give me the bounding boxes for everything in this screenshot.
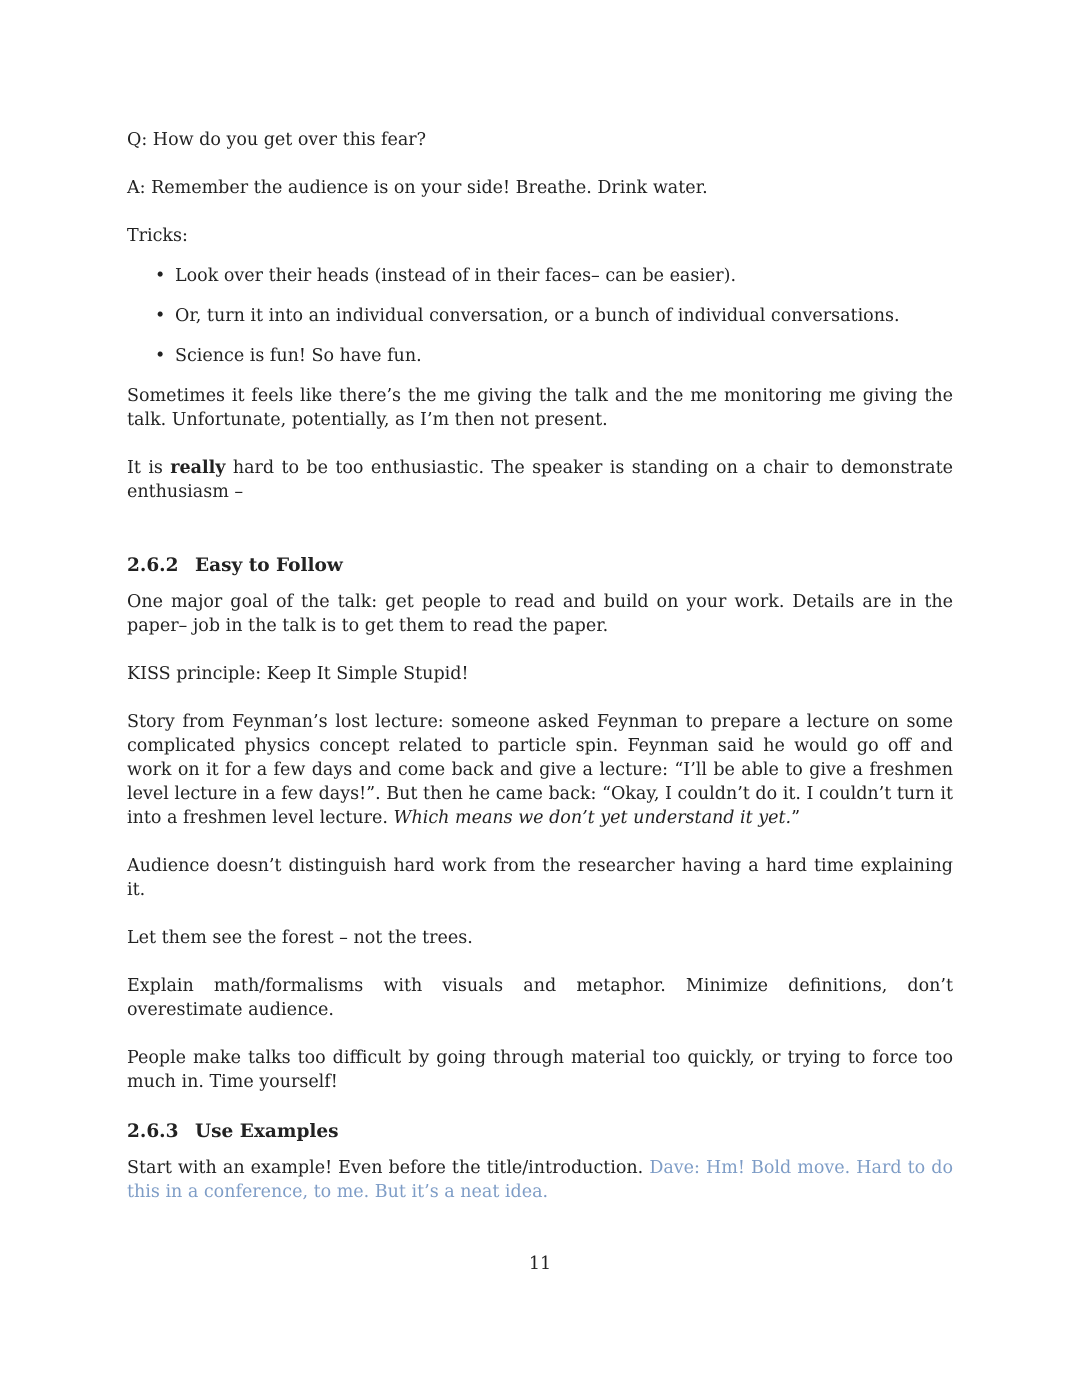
list-item: • Science is fun! So have fun.: [155, 346, 422, 366]
paragraph-forest: Let them see the forest – not the trees.: [127, 928, 473, 948]
bullet-icon: •: [155, 266, 166, 286]
section-heading-2-6-2: 2.6.2 Easy to Follow: [127, 555, 343, 576]
feynman-quote-italic: Which means we don’t yet understand it yet.: [393, 808, 792, 828]
tricks-list: [127, 264, 953, 368]
paragraph-sometimes: Sometimes it feels like there’s the me giving the talk and the me monitoring me giving the talk. Unfortunate, potentially, as I’m then not present.: [127, 386, 953, 430]
paragraph-example: Start with an example! Even before the title/introduction. Dave: Hm! Bold move. Hard to do this in a conference, to me. But it’s a neat idea.: [127, 1158, 953, 1202]
paragraph-math: Explain math/formalisms with visuals and metaphor. Minimize definitions, don’t overestimate audience.: [127, 976, 953, 1020]
list-item: • Or, turn it into an individual conversation, or a bunch of individual conversations.: [155, 306, 900, 326]
list-item: • Look over their heads (instead of in their faces– can be easier).: [155, 266, 737, 286]
paragraph-kiss: KISS principle: Keep It Simple Stupid!: [127, 664, 469, 684]
paragraph-enthusiastic: It is really hard to be too enthusiastic. The speaker is standing on a chair to demonstrate enthusiasm –: [127, 458, 953, 502]
answer-text: A: Remember the audience is on your side! Breathe. Drink water.: [127, 178, 708, 198]
bullet-icon: •: [155, 346, 166, 366]
bullet-icon: •: [155, 306, 166, 326]
question-text: Q: How do you get over this fear?: [127, 130, 427, 150]
paragraph-goal: One major goal of the talk: get people to read and build on your work. Details are in the paper– job in the talk is to get them to read the paper.: [127, 592, 953, 636]
emphasis-really: really: [170, 458, 226, 478]
paragraph-difficult: People make talks too difficult by going through material too quickly, or trying to force too much in. Time yourself!: [127, 1048, 953, 1092]
tricks-label: Tricks:: [127, 226, 188, 246]
section-heading-2-6-3: 2.6.3 Use Examples: [127, 1121, 339, 1142]
margin-note-dave: Dave: Hm! Bold move. Hard to do this in a conference, to me. But it’s a neat idea.: [127, 1158, 953, 1202]
page-number: 11: [528, 1254, 552, 1274]
paragraph-audience: Audience doesn’t distinguish hard work from the researcher having a hard time explaining it.: [127, 856, 953, 900]
paragraph-feynman: Story from Feynman’s lost lecture: someone asked Feynman to prepare a lecture on some complicated physics concept related to particle spin. Feynman said he would go off and work on it for a few days and come back and give a lecture: “I’ll be able to give a freshmen level lecture in a few days!”. But then he came back: “Okay, I couldn’t do it. I couldn’t turn it into a freshmen level lecture. Which means we don’t yet understand it yet.”: [127, 712, 953, 828]
document-page: [127, 128, 953, 1204]
